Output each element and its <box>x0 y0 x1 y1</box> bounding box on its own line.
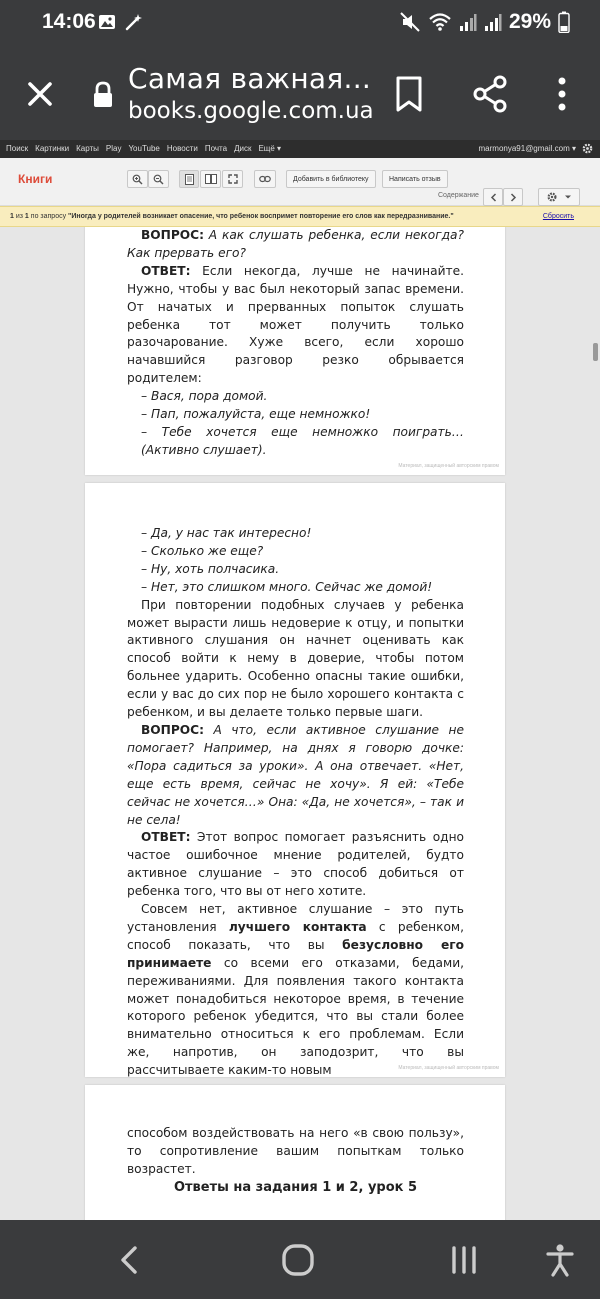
account-menu[interactable]: marmonya91@gmail.com ▾ <box>478 144 576 153</box>
search-result-text <box>10 213 454 220</box>
query-prefix: по запросу <box>28 213 69 220</box>
section-heading: Ответы на задания 1 и 2, урок 5 <box>173 1179 418 1195</box>
book-page <box>85 1085 505 1220</box>
search-result-banner <box>0 206 600 227</box>
page-text <box>127 525 464 1080</box>
dialogue-line: – Вася, пора домой. <box>141 389 268 404</box>
copyright-watermark: Материал, защищенный авторским правом <box>398 1065 499 1071</box>
wifi-icon <box>428 12 452 32</box>
link-button[interactable] <box>254 170 276 188</box>
gbar-link-mail[interactable]: Почта <box>204 144 228 153</box>
answer-label: ОТВЕТ: <box>141 263 191 278</box>
reset-search-link[interactable]: Сбросить <box>542 213 574 220</box>
paragraph-segment: со всеми его отказами, бедами, переживаниями. Для появления такого контакта может понадобиться некоторое время, в течение которого ребенок убедится, что вы стали более внимательно относиться к его проблемам. Если же, напротив, он заподозрит, что вы рассчитываете каким-то новым <box>127 955 464 1078</box>
dialogue-line: – Пап, пожалуйста, еще немножко! <box>141 407 371 422</box>
copyright-watermark: Материал, защищенный авторским правом <box>398 463 499 469</box>
accessibility-icon[interactable] <box>542 1240 578 1280</box>
battery-icon <box>558 11 570 33</box>
gbar-link-maps[interactable]: Карты <box>76 144 99 153</box>
scrollbar-thumb[interactable] <box>593 343 598 361</box>
result-position: 1 <box>10 213 14 220</box>
dialogue-line: – Нет, это слишком много. Сейчас же домой! <box>141 579 433 594</box>
zoom-out-button[interactable] <box>148 170 169 188</box>
paragraph <box>127 901 464 1080</box>
battery-percent: 29% <box>508 10 551 33</box>
status-time: 14:06 <box>42 10 96 33</box>
books-header <box>0 158 600 206</box>
chevron-right-icon <box>510 193 517 202</box>
dialogue-line: – Тебе хочется еще немножко поиграть… (Активно слушает). <box>141 424 464 457</box>
fullscreen-button[interactable] <box>222 170 243 188</box>
result-total: 1 <box>24 213 29 220</box>
zoom-in-button[interactable] <box>127 170 148 188</box>
single-page-icon <box>185 174 194 185</box>
lock-icon[interactable] <box>92 81 114 109</box>
gear-icon[interactable] <box>581 142 594 155</box>
question-label: ВОПРОС: <box>141 722 204 737</box>
chevron-down-icon <box>564 194 572 200</box>
question-label: ВОПРОС: <box>141 228 204 242</box>
google-bar-links <box>6 144 281 153</box>
bold-phrase: лучшего контакта <box>228 919 367 934</box>
page-text <box>127 1125 464 1197</box>
gbar-link-news[interactable]: Новости <box>166 144 198 153</box>
status-bar <box>0 0 600 48</box>
back-icon[interactable] <box>114 1240 144 1280</box>
settings-menu-button[interactable] <box>538 188 580 206</box>
contents-label[interactable]: Содержание <box>438 192 479 199</box>
signal-icon <box>484 12 502 32</box>
bold-phrase: безусловно его принимаете <box>127 937 464 970</box>
dialogue-line: – Да, у нас так интересно! <box>141 526 312 540</box>
search-query: "Иногда у родителей возникает опасение, что ребенок воспримет повторение его слов как передразнивание." <box>68 213 454 220</box>
answer-text: Этот вопрос помогает разъяснить одно частое ошибочное мнение родителей, будто активное слушание – это способ добиться от ребенка того, что вы от него хотите. <box>127 830 464 899</box>
write-review-label: Написать отзыв <box>389 175 441 183</box>
navigation-bar <box>0 1220 600 1299</box>
share-icon[interactable] <box>472 75 508 113</box>
gear-icon <box>546 191 558 203</box>
write-review-button[interactable] <box>382 170 448 188</box>
zoom-out-icon <box>153 174 164 185</box>
page-title: Самая важная... <box>128 62 372 95</box>
gbar-link-youtube[interactable]: YouTube <box>128 144 160 153</box>
bookmark-icon[interactable] <box>394 75 424 113</box>
books-logo[interactable]: Книги <box>18 172 53 186</box>
gbar-link-search[interactable]: Поиск <box>6 144 29 153</box>
paragraph-segment: с ребенком, способ показать, что вы <box>127 919 464 952</box>
status-system-icons <box>399 10 570 34</box>
image-icon <box>98 13 116 31</box>
link-icon <box>259 175 271 183</box>
chevron-left-icon <box>490 193 497 202</box>
page-url[interactable]: books.google.com.ua <box>128 98 374 124</box>
paragraph-segment: Совсем нет, активное слушание – это путь установления <box>127 902 464 934</box>
result-separator: из <box>13 213 25 220</box>
book-reader[interactable] <box>0 227 600 1220</box>
answer-text: Если некогда, лучше не начинайте. Нужно, чтобы у вас был некоторый запас времени. От начатых и прерванных попыток слушать ребенка тот может получить только разочарование. Хуже всего, если хорошо начавшийся разговор резко обрывается родителем: <box>127 263 464 386</box>
two-page-view-button[interactable] <box>200 170 221 188</box>
book-page <box>85 227 505 475</box>
add-to-library-button[interactable] <box>286 170 376 188</box>
close-icon[interactable] <box>22 76 58 112</box>
paragraph: При повторении подобных случаев у ребенка может вырасти лишь недоверие к отцу, и попытки активного слушания он начнет оценивать как способ войти к нему в доверие, чтобы потом больнее ударить. Особенно опасны такие ошибки, если у вас до сих пор не было хорошего контакта с ребенком, и вы делаете только первые шаги. <box>127 597 464 720</box>
home-icon[interactable] <box>278 1240 318 1280</box>
question-text: А как слушать ребенка, если некогда? Как прервать его? <box>127 228 464 260</box>
gbar-link-drive[interactable]: Диск <box>234 144 252 153</box>
recent-apps-icon[interactable] <box>446 1240 482 1280</box>
dialogue-line: – Сколько же еще? <box>141 543 264 558</box>
mute-icon <box>399 11 421 33</box>
next-page-button[interactable] <box>503 188 523 206</box>
zoom-in-icon <box>132 174 143 185</box>
gbar-link-more[interactable]: Ещё ▾ <box>258 144 282 153</box>
two-page-icon <box>205 174 217 184</box>
paragraph: способом воздействовать на него «в свою пользу», то сопротивление вашим попыткам только возрастет. <box>127 1126 464 1176</box>
dialogue-line: – Ну, хоть полчасика. <box>141 561 280 576</box>
book-page <box>85 483 505 1077</box>
page-text <box>127 227 464 460</box>
signal-icon <box>459 12 477 32</box>
gbar-link-play[interactable]: Play <box>105 144 122 153</box>
gbar-link-images[interactable]: Картинки <box>35 144 70 153</box>
answer-label: ОТВЕТ: <box>141 830 191 845</box>
more-options-icon[interactable] <box>548 75 576 113</box>
status-notification-icons <box>98 12 144 32</box>
fullscreen-icon <box>228 174 238 184</box>
question-text: А что, если активное слушание не помогает? Например, на днях я говорю дочке: «Пора садиться за уроки». А она отвечает. «Нет, еще есть время, сейчас не хочу». Я ей: «Тебе сейчас не хочется…» Она: «Да, не хочется», – так и не села! <box>127 722 464 827</box>
single-page-view-button[interactable] <box>179 170 199 188</box>
add-to-library-label: Добавить в библиотеку <box>293 175 369 183</box>
custom-tab-toolbar <box>0 48 600 140</box>
magic-wand-icon <box>124 12 144 32</box>
previous-page-button[interactable] <box>483 188 503 206</box>
google-bar <box>0 140 600 158</box>
